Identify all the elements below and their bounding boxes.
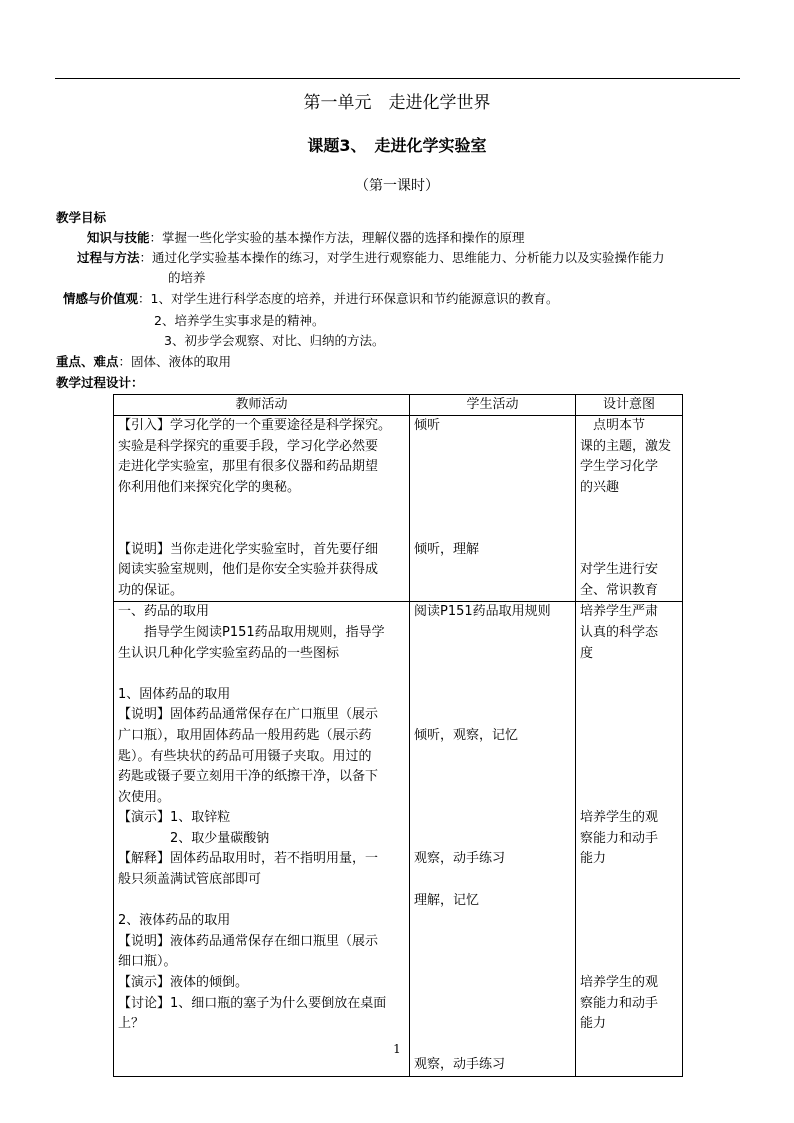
design-intent-cell: 点明本节 课的主题，激发 学生学习化学 的兴趣 对学生进行安 全、常识教育 — [576, 416, 683, 602]
student-activity-cell: 阅读P151药品取用规则 倾听，观察，记忆 观察，动手练习 理解，记忆 观察，动手练习 — [410, 602, 576, 1077]
keypoints-label: 重点、难点 — [56, 354, 119, 369]
knowledge-text: ：掌握一些化学实验的基本操作方法，理解仪器的选择和操作的原理 — [149, 230, 525, 245]
unit-title: 第一单元 走进化学世界 — [303, 93, 491, 113]
goals-heading: 教学目标 — [56, 210, 107, 225]
process-methods — [77, 249, 665, 267]
lesson-plan-table — [113, 394, 683, 1077]
emotion-text-1: ：1、对学生进行科学态度的培养，并进行环保意识和节约能源意识的教育。 — [138, 291, 559, 306]
header-rule — [55, 78, 740, 79]
teacher-activity-cell: 【引入】学习化学的一个重要途径是科学探究。 实验是科学探究的重要手段，学习化学必然要 走进化学实验室，那里有很多仪器和药品期望 你利用他们来探究化学的奥秘。 【说明】当你走进化学实验室时，首先要仔细 阅读实验室规则，他们是你安全实验并获得成 功的保证。 — [114, 416, 410, 602]
emotion-values — [63, 290, 558, 308]
period-label: （第一课时） — [355, 178, 439, 194]
knowledge-label: 知识与技能 — [87, 230, 150, 245]
student-activity-cell: 倾听 倾听，理解 — [410, 416, 576, 602]
emotion-text-3: 3、初步学会观察、对比、归纳的方法。 — [164, 333, 385, 348]
keypoints-text: ：固体、液体的取用 — [118, 354, 232, 369]
emotion-label: 情感与价值观 — [63, 291, 139, 306]
keypoints — [56, 353, 231, 371]
process-text: ：通过化学实验基本操作的练习，对学生进行观察能力、思维能力、分析能力以及实验操作能力 — [139, 250, 665, 265]
emotion-text-2: 2、培养学生实事求是的精神。 — [154, 313, 325, 328]
table-header-row — [114, 395, 683, 416]
table-row — [114, 602, 683, 1077]
table-row — [114, 416, 683, 602]
header-design-intent: 设计意图 — [576, 395, 683, 416]
process-heading: 教学过程设计： — [56, 375, 144, 390]
header-teacher-activity: 教师活动 — [114, 395, 410, 416]
teacher-activity-cell: 一、药品的取用 指导学生阅读P151药品取用规则，指导学 生认识几种化学实验室药品的一些图标 1、固体药品的取用 【说明】固体药品通常保存在广口瓶里（展示 广口瓶），取用固体药品一般用药匙（展示药 匙）。有些块状的药品可用镊子夹取。用过的 药匙或镊子要立刻用干净的纸擦干净，以备下 次使用。 【演示】1、取锌粒 2、取少量碳酸钠 【解释】固体药品取用时，若不指明用量，一 般只须盖满试管底部即可 2、液体药品的取用 【说明】液体药品通常保存在细口瓶里（展示 细口瓶）。 【演示】液体的倾倒。 【讨论】1、细口瓶的塞子为什么要倒放在桌面 上？ — [114, 602, 410, 1077]
header-student-activity: 学生活动 — [410, 395, 576, 416]
knowledge-skills — [87, 229, 525, 247]
process-text-cont: 的培养 — [168, 270, 206, 285]
lesson-title: 课题3、 走进化学实验室 — [307, 136, 487, 155]
design-intent-cell: 培养学生严肃 认真的科学态 度 培养学生的观 察能力和动手 能力 培养学生的观 察能力和动手 能力 — [576, 602, 683, 1077]
page-number: 1 — [393, 1042, 401, 1056]
process-label: 过程与方法 — [77, 250, 140, 265]
